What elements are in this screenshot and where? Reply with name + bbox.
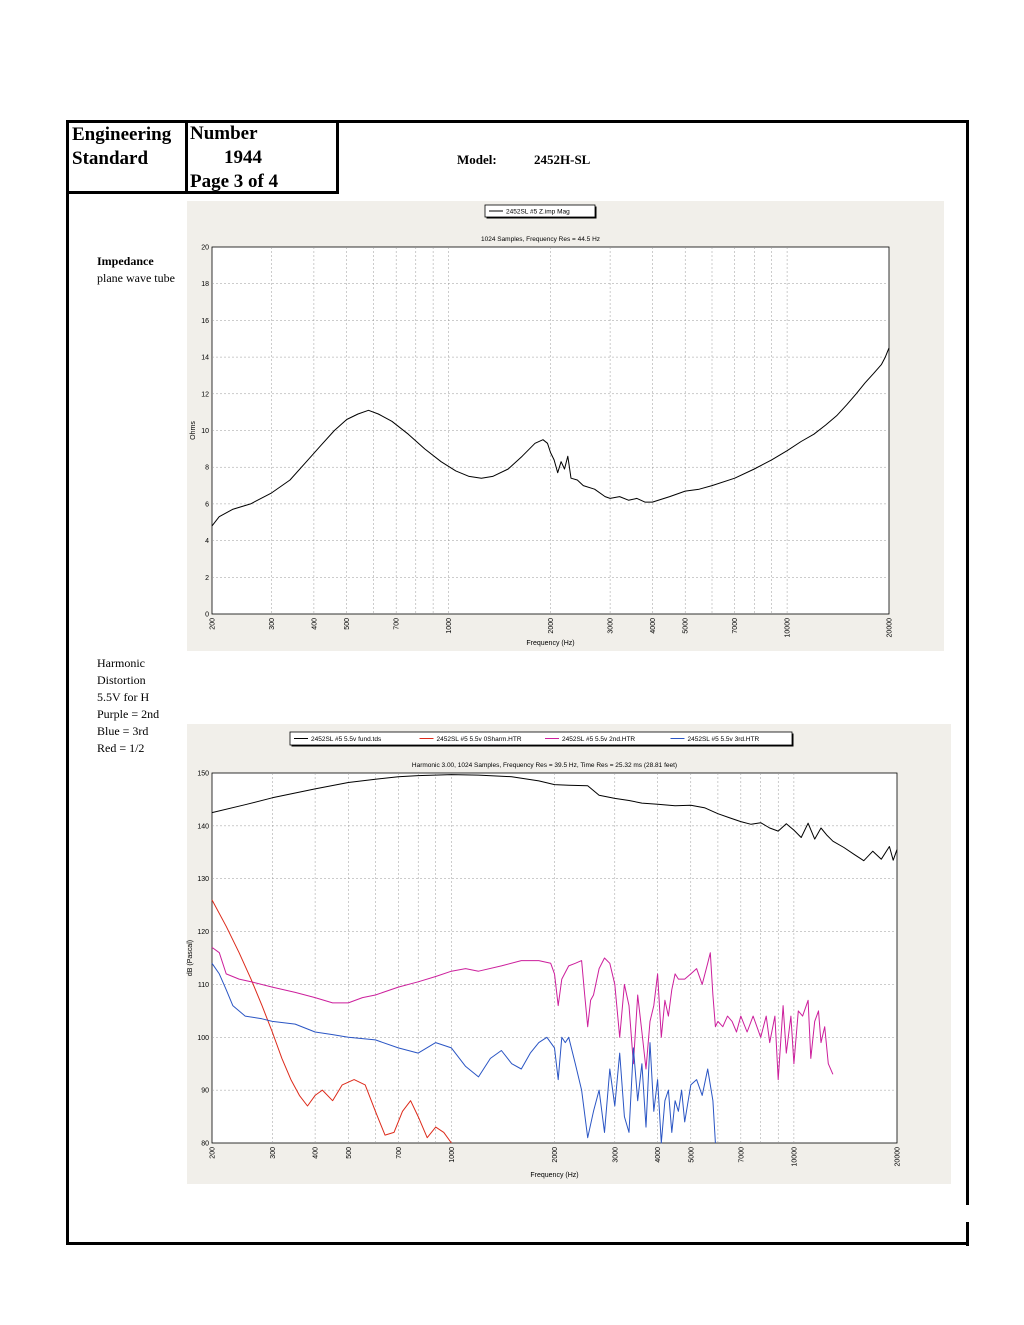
x-tick-label: 700 bbox=[395, 1147, 403, 1159]
x-tick-label: 400 bbox=[311, 618, 319, 630]
legend-entry: 2452SL #5 Z.imp Mag bbox=[506, 208, 570, 216]
legend-entry: 2452SL #5 5.5v fund.tds bbox=[311, 735, 382, 743]
chart-2 bbox=[187, 724, 951, 1184]
eng-line1: Engineering bbox=[72, 124, 172, 145]
x-axis-label: Frequency (Hz) bbox=[530, 1172, 579, 1179]
harmonic-line: Distortion bbox=[97, 673, 146, 687]
y-tick-label: 2 bbox=[205, 574, 209, 582]
y-tick-label: 20 bbox=[201, 244, 209, 252]
y-tick-label: 8 bbox=[205, 464, 209, 472]
x-tick-label: 20000 bbox=[894, 1147, 902, 1167]
chart-1 bbox=[187, 201, 944, 651]
number-value: 1944 bbox=[224, 147, 262, 168]
x-tick-label: 7000 bbox=[732, 618, 740, 634]
y-tick-label: 18 bbox=[201, 281, 209, 289]
x-tick-label: 4000 bbox=[655, 1147, 663, 1163]
y-tick-label: 120 bbox=[197, 929, 209, 937]
x-tick-label: 3000 bbox=[612, 1147, 620, 1163]
y-tick-label: 14 bbox=[201, 354, 209, 362]
model-value: 2452H-SL bbox=[534, 152, 591, 167]
x-tick-label: 2000 bbox=[552, 1147, 559, 1163]
y-tick-label: 150 bbox=[197, 770, 209, 778]
y-tick-label: 4 bbox=[205, 538, 209, 546]
chart-subtitle: 1024 Samples, Frequency Res = 44.5 Hz bbox=[480, 236, 601, 243]
x-tick-label: 5000 bbox=[682, 618, 690, 634]
x-tick-label: 500 bbox=[345, 1147, 353, 1159]
harmonic-line: 5.5V for H bbox=[97, 690, 150, 704]
x-tick-label: 7000 bbox=[738, 1147, 746, 1163]
number-label: Number bbox=[190, 123, 258, 144]
legend-entry: 2452SL #5 5.5v 3rd.HTR bbox=[687, 735, 760, 743]
x-tick-label: 500 bbox=[344, 618, 352, 630]
x-tick-label: 3000 bbox=[607, 618, 615, 634]
x-tick-label: 5000 bbox=[688, 1147, 696, 1163]
x-tick-label: 10000 bbox=[784, 618, 792, 638]
x-tick-label: 700 bbox=[393, 618, 401, 630]
y-axis-label: dB (Pascal) bbox=[187, 939, 194, 977]
x-tick-label: 1000 bbox=[446, 618, 454, 634]
y-tick-label: 10 bbox=[201, 428, 209, 435]
y-tick-label: 100 bbox=[197, 1034, 209, 1042]
harmonic-line: Red = 1/2 bbox=[97, 741, 145, 755]
impedance-title: Impedance bbox=[97, 254, 154, 268]
page-label: Page 3 of 4 bbox=[190, 171, 279, 192]
y-tick-label: 0 bbox=[205, 611, 209, 619]
x-tick-label: 200 bbox=[209, 1147, 217, 1159]
x-tick-label: 2000 bbox=[548, 618, 555, 634]
x-tick-label: 200 bbox=[209, 618, 217, 630]
y-tick-label: 110 bbox=[197, 981, 209, 989]
legend-entry: 2452SL #5 5.5v 2nd.HTR bbox=[562, 735, 636, 743]
impedance-sub: plane wave tube bbox=[97, 271, 175, 285]
model-label: Model: bbox=[457, 152, 497, 167]
x-tick-label: 300 bbox=[269, 1147, 277, 1159]
x-axis-label: Frequency (Hz) bbox=[526, 640, 575, 647]
x-tick-label: 4000 bbox=[649, 618, 657, 634]
y-tick-label: 130 bbox=[197, 876, 209, 884]
x-tick-label: 300 bbox=[269, 618, 277, 630]
harmonic-line: Blue = 3rd bbox=[97, 724, 149, 738]
x-tick-label: 20000 bbox=[886, 618, 894, 638]
x-tick-label: 1000 bbox=[448, 1147, 456, 1163]
x-tick-label: 10000 bbox=[791, 1147, 799, 1167]
harmonic-line: Harmonic bbox=[97, 656, 145, 670]
y-tick-label: 16 bbox=[201, 317, 209, 325]
chart-subtitle: Harmonic 3.00, 1024 Samples, Frequency Res = 39.5 Hz, Time Res = 25.32 ms (28.81 feet) bbox=[411, 762, 678, 769]
y-tick-label: 140 bbox=[197, 823, 209, 831]
harmonic-line: Purple = 2nd bbox=[97, 707, 160, 721]
y-tick-label: 90 bbox=[201, 1087, 209, 1095]
y-axis-label: Ohms bbox=[190, 421, 197, 440]
y-tick-label: 80 bbox=[201, 1140, 209, 1148]
legend-entry: 2452SL #5 5.5v 0Sharm.HTR bbox=[436, 735, 522, 743]
y-tick-label: 12 bbox=[201, 391, 209, 399]
x-tick-label: 400 bbox=[312, 1147, 320, 1159]
y-tick-label: 6 bbox=[205, 501, 209, 509]
eng-line2: Standard bbox=[72, 148, 149, 169]
